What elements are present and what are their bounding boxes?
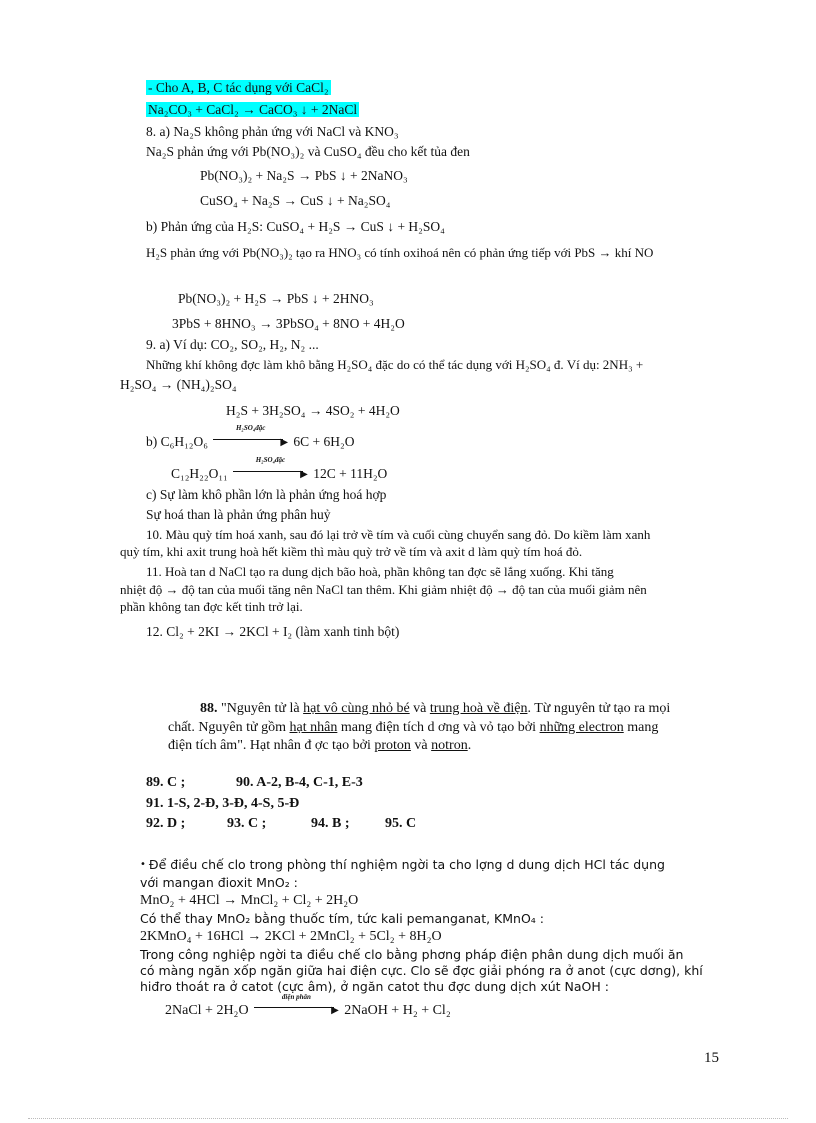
equation-line: Pb(NO₃)₂ + H₂S → PbS ↓ + 2HNO₃ xyxy=(178,291,374,306)
text-line: nhiệt độ → độ tan của muối tăng nên NaCl tan thêm. Khi giảm nhiệt độ → độ tan của muối giảm nên xyxy=(120,582,647,597)
underlined-term: hạt vô cùng nhỏ bé xyxy=(303,701,410,716)
text-run: . Từ nguyên tử tạo ra mọi xyxy=(527,701,671,716)
bullet-icon: • xyxy=(140,859,146,870)
reaction-arrow-icon: H₂SO₄đặc ▶ xyxy=(233,465,308,484)
text-line: 8. a) Na₂S không phản ứng với NaCl và KNO₃ xyxy=(146,124,399,139)
text-run: điện tích âm". Hạt nhân đ ợc tạo bởi xyxy=(168,738,375,753)
answer-94: 94. B ; xyxy=(311,816,350,831)
arrow-label: H₂SO₄đặc xyxy=(235,424,266,432)
text-line: quỳ tím, khi axit trung hoà hết kiềm thì màu quỳ trở về tím và axit d làm quỳ tím hoá đỏ. xyxy=(120,544,583,559)
arrow-label: H₂SO₄đặc xyxy=(255,456,286,464)
text-run: chất. Nguyên tử gồm xyxy=(168,720,290,735)
underlined-term: proton xyxy=(374,738,411,753)
text-line: Những khí không đợc làm khô bằng H₂SO₄ đặc do có thể tác dụng với H₂SO₄ đ. Ví dụ: 2NH₃ + xyxy=(146,357,644,372)
text-run: và xyxy=(409,701,430,716)
equation-line: MnO₂ + 4HCl → MnCl₂ + Cl₂ + 2H₂O xyxy=(140,893,359,908)
text-line: 11. Hoà tan d NaCl tạo ra dung dịch bão hoà, phần không tan đợc sẽ lắng xuống. Khi tăng xyxy=(146,564,614,579)
reactant: C₁₂H₂₂O₁₁ xyxy=(171,466,228,481)
product: 2NaOH + H₂ + Cl₂ xyxy=(344,1003,451,1018)
reaction-arrow-icon: điện phân ▶ xyxy=(254,1002,339,1020)
equation-line-sucrose xyxy=(171,456,388,484)
highlight-line-1 xyxy=(146,79,331,96)
reactant: b) C₆H₁₂O₆ xyxy=(146,434,208,449)
equation-line: Pb(NO₃)₂ + Na₂S → PbS ↓ + 2NaNO₃ xyxy=(200,168,408,183)
text-line: H₂SO₄ → (NH₄)₂SO₄ xyxy=(120,377,237,392)
answer-92: 92. D ; xyxy=(146,816,186,831)
reaction-arrow-icon: H₂SO₄đặc ▶ xyxy=(213,433,288,452)
text-run: "Nguyên tử là xyxy=(221,701,304,716)
answer-95: 95. C xyxy=(385,816,417,831)
text-line: Có thể thay MnO₂ bằng thuốc tím, tức kali pemanganat, KMnO₄ : xyxy=(140,911,544,926)
highlighted-text: - Cho A, B, C tác dụng với CaCl₂ xyxy=(148,80,329,95)
equation-line: CuSO₄ + Na₂S → CuS ↓ + Na₂SO₄ xyxy=(200,193,391,208)
arrow-label: điện phân xyxy=(281,993,311,1001)
text-line: c) Sự làm khô phần lớn là phản ứng hoá hợp xyxy=(146,487,387,502)
equation-electrolysis xyxy=(165,993,451,1020)
underlined-term: notron xyxy=(431,738,468,753)
text-line: Trong công nghiệp ngời ta điều chế clo bằng phơng pháp điện phân dung dịch muối ăn xyxy=(140,947,684,962)
page-number: 15 xyxy=(704,1050,719,1066)
q88-line-1 xyxy=(200,700,670,717)
underlined-term: những electron xyxy=(539,720,624,735)
cl-line-1 xyxy=(140,856,665,873)
highlight-line-2 xyxy=(146,101,359,118)
text-line: 9. a) Ví dụ: CO₂, SO₂, H₂, N₂ ... xyxy=(146,337,319,352)
text-line: có màng ngăn xốp ngăn giữa hai điện cực. Clo sẽ đợc giải phóng ra ở anot (cực dơng), khí xyxy=(140,963,703,978)
answer-89: 89. C ; xyxy=(146,775,186,790)
equation-line-glucose xyxy=(146,424,355,452)
equation-line: H₂S + 3H₂SO₄ → 4SO₂ + 4H₂O xyxy=(226,403,400,418)
underlined-term: hạt nhân xyxy=(289,720,338,735)
answer-91: 91. 1-S, 2-Đ, 3-Đ, 4-S, 5-Đ xyxy=(146,796,300,811)
text-line: Na₂S phản ứng với Pb(NO₃)₂ và CuSO₄ đều cho kết tủa đen xyxy=(146,144,470,159)
text-run: và xyxy=(410,738,432,753)
reactant: 2NaCl + 2H₂O xyxy=(165,1003,249,1018)
text-line: với mangan đioxit MnO₂ : xyxy=(140,875,298,890)
footer-divider xyxy=(28,1118,788,1119)
text-run: . xyxy=(467,738,472,753)
q88-line-3 xyxy=(168,737,471,754)
text-line: b) Phản ứng của H₂S: CuSO₄ + H₂S → CuS ↓ + H₂SO₄ xyxy=(146,219,445,234)
question-number: 88. xyxy=(200,701,218,716)
highlighted-equation: Na₂CO₃ + CaCl₂ → CaCO₃ ↓ + 2NaCl xyxy=(148,102,358,117)
product: 6C + 6H₂O xyxy=(293,434,355,449)
answer-90: 90. A-2, B-4, C-1, E-3 xyxy=(236,775,363,790)
equation-line: 2KMnO₄ + 16HCl → 2KCl + 2MnCl₂ + 5Cl₂ + 8H₂O xyxy=(140,929,442,944)
text-run: mang xyxy=(623,720,659,735)
text-line: 10. Màu quỳ tím hoá xanh, sau đó lại trở về tím và cuối cùng chuyển sang đỏ. Do kiềm làm xanh xyxy=(146,527,651,542)
q88-line-2 xyxy=(168,719,658,736)
text-line: Sự hoá than là phản ứng phân huỷ xyxy=(146,507,331,522)
text-line: 12. Cl₂ + 2KI → 2KCl + I₂ (làm xanh tinh bột) xyxy=(146,624,400,639)
text-line: phần không tan đợc kết tinh trở lại. xyxy=(120,599,303,614)
equation-line: 3PbS + 8HNO₃ → 3PbSO₄ + 8NO + 4H₂O xyxy=(172,316,405,331)
product: 12C + 11H₂O xyxy=(313,466,388,481)
text-line: hiđro thoát ra ở catot (cực âm), ở ngăn catot thu đợc dung dịch xút NaOH : xyxy=(140,979,609,994)
text-run: mang điện tích d ơng và vỏ tạo bởi xyxy=(337,720,540,735)
text-line: H₂S phản ứng với Pb(NO₃)₂ tạo ra HNO₃ có tính oxihoá nên có phản ứng tiếp với PbS → khí NO xyxy=(146,245,654,260)
answer-93: 93. C ; xyxy=(227,816,267,831)
underlined-term: trung hoà về điện xyxy=(429,701,528,716)
text-run: Để điều chế clo trong phòng thí nghiệm ngời ta cho lợng d dung dịch HCl tác dụng xyxy=(148,857,665,872)
